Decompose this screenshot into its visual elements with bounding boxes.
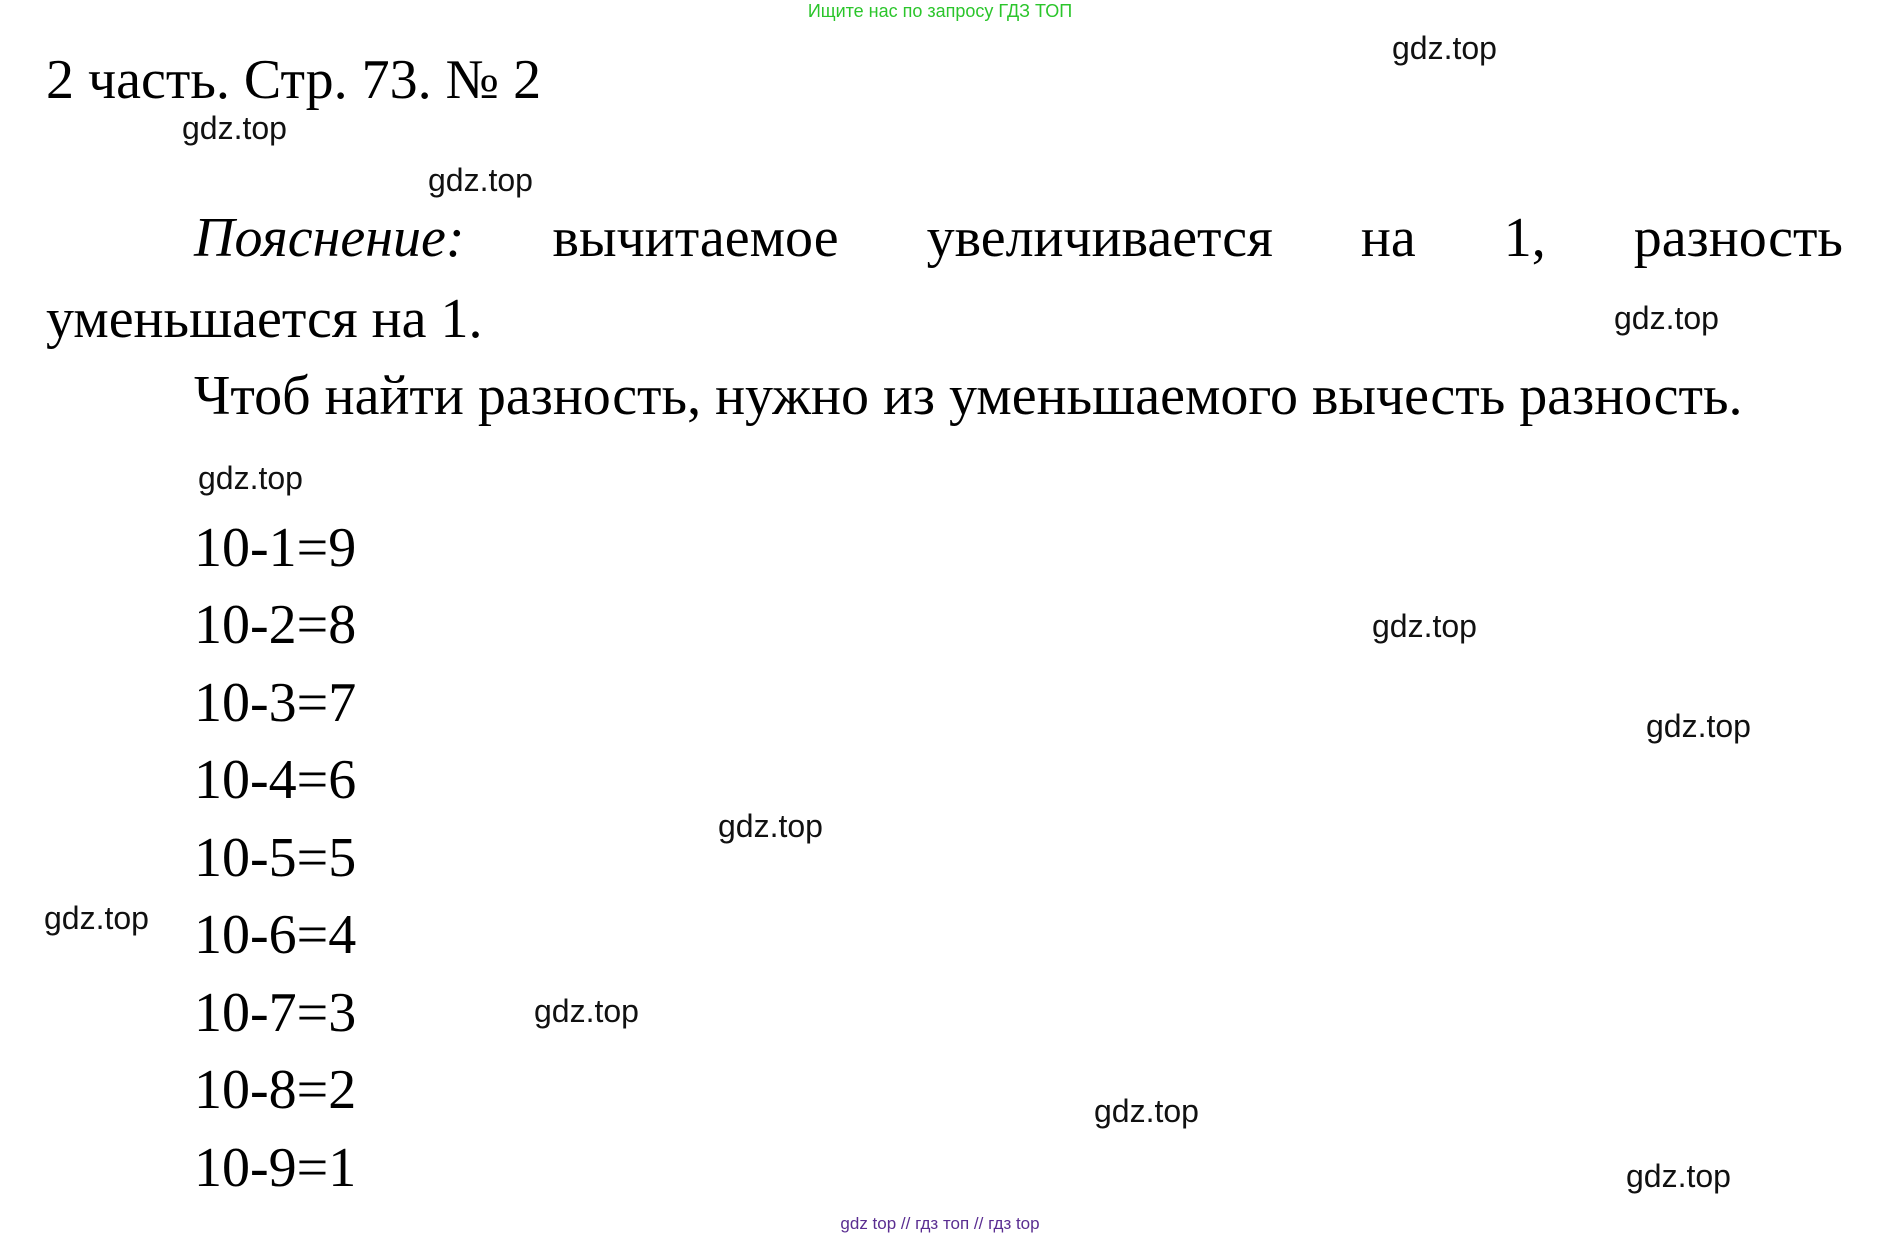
watermark: gdz.top	[1094, 1093, 1199, 1129]
equation: 10-3=7	[194, 672, 357, 734]
watermark: gdz.top	[428, 162, 533, 198]
watermark: gdz.top	[1614, 300, 1719, 336]
equation: 10-7=3	[194, 982, 357, 1044]
watermark: gdz.top	[198, 460, 303, 496]
explanation-word: увеличивается	[926, 207, 1273, 269]
equation: 10-4=6	[194, 749, 357, 811]
equation: 10-9=1	[194, 1137, 357, 1199]
equation: 10-2=8	[194, 594, 357, 656]
top-banner: Ищите нас по запросу ГДЗ ТОП	[807, 1, 1073, 21]
watermark: gdz.top	[44, 900, 149, 936]
watermark: gdz.top	[718, 808, 823, 844]
equation: 10-8=2	[194, 1059, 357, 1121]
explanation-word: вычитаемое	[552, 207, 839, 269]
watermark: gdz.top	[182, 110, 287, 146]
watermark: gdz.top	[1392, 30, 1497, 66]
explanation-word: 1,	[1503, 207, 1546, 269]
explanation-word: на	[1360, 207, 1416, 269]
footer-banner: gdz top // гдз топ // гдз top	[840, 1214, 1040, 1233]
watermark: gdz.top	[1372, 608, 1477, 644]
explanation-label: Пояснение:	[194, 207, 465, 269]
explanation-word: разность	[1633, 207, 1843, 269]
equation: 10-5=5	[194, 827, 357, 889]
rule-text: Чтоб найти разность, нужно из уменьшаемого вычесть разность.	[194, 365, 1743, 427]
explanation-line-2: уменьшается на 1.	[46, 288, 483, 350]
equation: 10-1=9	[194, 517, 357, 579]
watermark: gdz.top	[534, 993, 639, 1029]
equation: 10-6=4	[194, 904, 357, 966]
watermark: gdz.top	[1626, 1158, 1731, 1194]
explanation-line-1	[46, 207, 1843, 269]
page-title: 2 часть. Стр. 73. № 2	[46, 49, 542, 111]
watermark: gdz.top	[1646, 708, 1751, 744]
